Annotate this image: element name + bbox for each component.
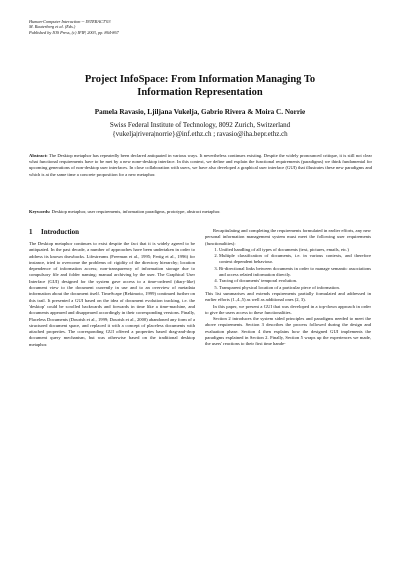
institution: Swiss Federal Institute of Technology, 8092 Zurich, Switzerland xyxy=(109,121,291,129)
header-publisher: Published by IOS Press, (c) IFIP, 2003, pp. 864-867 xyxy=(29,29,119,35)
section-title: Introduction xyxy=(41,228,79,236)
list-item: 4. Tracing of documents' temporal evolution. xyxy=(219,278,371,284)
paper-purpose: In this paper, we present a GUI that was developed in a top-down approach in order to give the users access to these functionalities. xyxy=(205,303,371,315)
running-header xyxy=(29,19,119,35)
affiliation xyxy=(30,121,370,139)
paper-title xyxy=(40,73,360,99)
requirements-intro: Recapitulating and completing the requirements formulated in earlier efforts, any new personal information management system must meet the following user requirements (functionalities): xyxy=(205,228,371,246)
title-line-1: Project InfoSpace: From Information Managing To xyxy=(84,74,316,85)
list-item: 5. Transparent physical location of a particular piece of information. xyxy=(219,285,371,291)
right-column xyxy=(205,228,371,348)
abstract xyxy=(29,153,372,178)
author-list: Pamela Ravasio, Ljiljana Vukelja, Gabrio Rivera & Moira C. Norrie xyxy=(94,108,306,116)
left-column xyxy=(29,228,195,348)
intro-paragraph-1: The Desktop metaphor continues to exist despite the fact that it is widely agreed to be antiquated. In the past decade, a number of approaches have been undertaken in order to address its known drawbacks. Lifestreams (Freeman et al., 1995; Fertig et al., 1996) for instance, tried to overcome the problems of: rigidity of the directory hierarchy; location dependence of information access; non-transparency of information storage due to compulsory file and folder naming; manual archiving by the user. The Graphical User Interface (GUI) designed for the system gave access to a time-ordered (diary-like) document view to the document currently in use and to an overview of metadata information about the document itself. TimeScape (Rekimoto, 1999) continued further on this trail. It presented a GUI based on the idea of document evolution tracking, i.e. the 'desktop' could be scrolled backwards and forwards in time like a time-machine, and documents appeared and disappeared accordingly in their corresponding versions. Finally, Placeless Documents (Dourish et al., 1999; Dourish et al., 2000) abandoned any form of a structured document space, and replaced it with a concept of placeless documents with attached properties. The corresponding GUI offered a properties based drag-and-drop document query mechanism, but was otherwise based on the traditional desktop metaphor. xyxy=(29,241,195,347)
list-item: 2. Multiple classification of documents, i.e. in various contexts, and therefore context dependent behaviour. xyxy=(219,253,371,266)
author-emails: {vukelja|rivera|norrie}@inf.ethz.ch ; ravasio@iha.bepr.ethz.ch xyxy=(112,130,288,138)
header-editors: M. Rauterberg et al. (Eds.) xyxy=(29,24,76,30)
list-item: 3. Bi-directional links between documents in order to manage semantic associations and access related information directly. xyxy=(219,266,371,279)
section-number: 1 xyxy=(29,228,33,236)
requirements-list xyxy=(205,247,371,291)
header-conference: Human-Computer Interaction -- INTERACT'03 xyxy=(29,19,111,24)
paper-outline: Section 2 introduces the system sided principles and paradigms needed to meet the above requirements. Section 3 describes the process followed during the design and evaluation phase. Section 4 then explains how the designed GUI implements the paradigms explained in Section 2. Finally, Section 5 wraps up the experiences we made, the users' reactions to their first time hande- xyxy=(205,316,371,347)
section-heading-introduction xyxy=(29,228,195,237)
abstract-label: Abstract: xyxy=(29,153,48,158)
keywords-text: Desktop metaphor, user requirements, information paradigms, prototype, abstract metaphor. xyxy=(51,209,221,214)
list-item: 1. Unified handling of all types of documents (text, pictures, emails, etc.) xyxy=(219,247,371,253)
abstract-text: The Desktop metaphor has repeatedly been declared antiquated in various ways. It nevertheless continues existing. Despite the widely pronounced critique, it is still not clear what functional requirements have to be met by a new none-desktop interface. In this context, we define and explain the functional requirements (paradigms) we think fundamental for upcoming generations of non-desktop user interfaces. In close collaboration with users, we have also developed a graphical user interface (GUI) that illustrates these new paradigms and which is at the same time a concrete proposition for a new metaphor. xyxy=(29,153,372,177)
keywords xyxy=(29,209,372,215)
title-line-2: Information Representation xyxy=(137,87,263,98)
requirements-summary: This list summarises and extends requirements partially formulated and addressed in earlier efforts (1.,4.,5) as well as additional ones (2, 3). xyxy=(205,290,371,303)
keywords-label: Keywords: xyxy=(29,209,51,214)
